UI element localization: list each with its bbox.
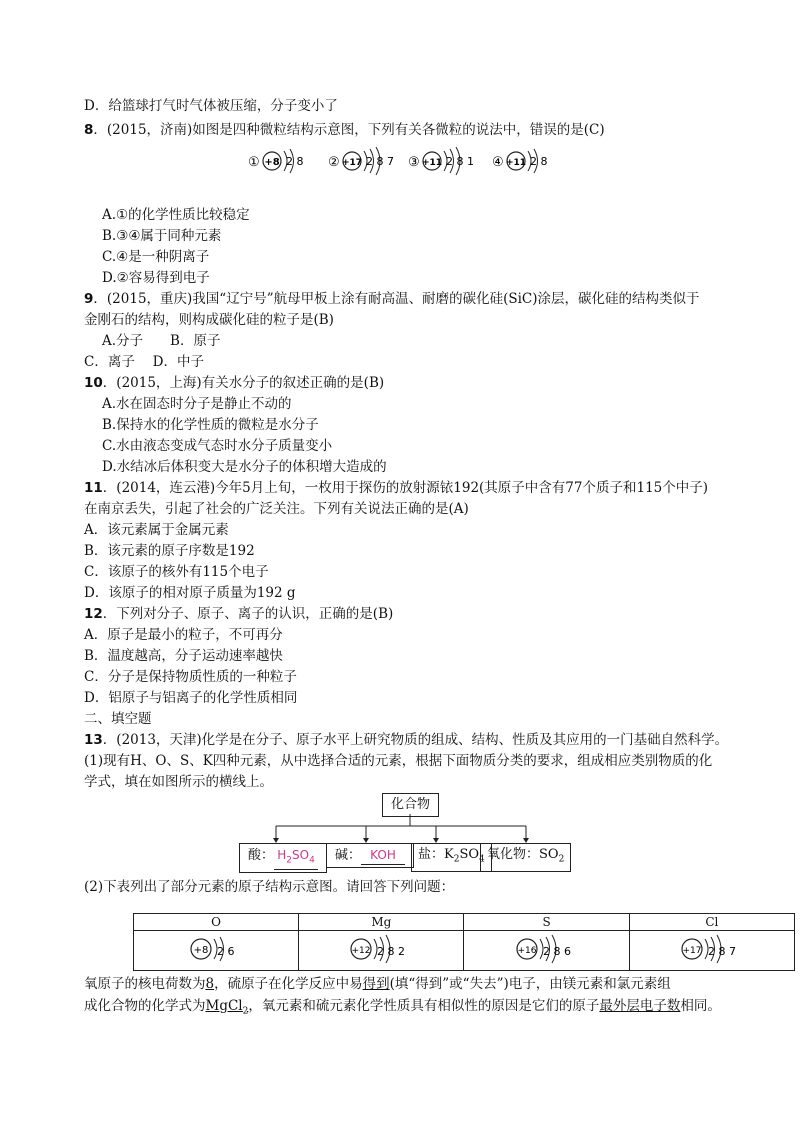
ans-outer-electrons: 最外层电子数 <box>599 998 681 1014</box>
particle-2-shells: 2 8 7 <box>366 155 394 168</box>
o-atom-diagram <box>181 931 251 967</box>
q13-stem-text: ．(2013，天津)化学是在分子、原子水平上研究物质的组成、结构、性质及其应用的一门基础自然科学。 <box>102 732 729 748</box>
particle-3-shells: 2 8 1 <box>446 155 474 168</box>
q8-option-a: A.①的化学性质比较稳定 <box>102 207 250 223</box>
q13-part1-line1: (1)现有H、O、S、K四种元素，从中选择合适的元素，根据下面物质分类的要求，组成相应类别物质的化 <box>84 753 713 769</box>
table-header-mg: Mg <box>299 914 464 931</box>
q8-option-d: D.②容易得到电子 <box>102 270 210 286</box>
q12-stem-text: ．下列对分子、原子、离子的认识，正确的是(B) <box>102 606 394 622</box>
salt-answer-k: K <box>444 847 454 862</box>
q11-stem-line2: 在南京丢失，引起了社会的广泛关注。下列有关说法正确的是(A) <box>84 501 469 517</box>
ans-formula-mgcl2 <box>205 998 249 1017</box>
particle-3 <box>408 147 474 175</box>
element-structure-table <box>133 913 795 971</box>
acid-answer <box>274 846 318 870</box>
q8-stem <box>84 121 605 139</box>
q8-stem-text: ．(2015，济南)如图是四种微粒结构示意图，下列有关各微粒的说法中，错误的是(C) <box>93 122 605 138</box>
cl-atom-diagram <box>672 931 752 967</box>
q12-stem <box>84 605 393 623</box>
q11-stem-line1 <box>84 479 708 497</box>
q12-option-b: B．温度越高，分子运动速率越快 <box>84 648 283 664</box>
q9-stem-line1 <box>84 290 700 308</box>
particle-2-mark: ② <box>328 155 340 170</box>
salt-answer-sub2: 4 <box>479 854 485 865</box>
q8-particle-diagrams <box>240 143 580 183</box>
tree-root-box: 化合物 <box>382 793 439 817</box>
particle-3-mark: ③ <box>408 155 420 170</box>
table-header-s: S <box>464 914 629 931</box>
ans-text-1a: 氧原子的核电荷数为 <box>84 976 206 992</box>
acid-answer-sub1: 2 <box>286 855 292 866</box>
acid-answer-so: SO <box>292 848 310 862</box>
q10-option-d: D.水结冰后体积变大是水分子的体积增大造成的 <box>102 459 387 475</box>
oxide-answer-sub: 2 <box>558 854 565 865</box>
q9-stem-text: ．(2015，重庆)我国“辽宁号”航母甲板上涂有耐高温、耐磨的碳化硅(SiC)涂层，碳化硅的结构类似于 <box>93 291 700 307</box>
q10-option-b: B.保持水的化学性质的微粒是水分子 <box>102 417 319 433</box>
q10-option-a: A.水在固态时分子是静止不动的 <box>102 396 292 412</box>
ans-text-1e: (填“得到”或“失去”)电子，由镁元素和氯元素组 <box>389 976 671 992</box>
q10-number: 10 <box>84 375 103 391</box>
particle-1-nucleus: +8 <box>264 157 280 168</box>
table-cell-cl-diagram <box>629 931 794 971</box>
table-cell-mg-diagram <box>299 931 464 971</box>
ans-formula-main: MgCl <box>205 998 243 1014</box>
s-atom-diagram <box>507 931 587 967</box>
tree-connectors <box>230 814 570 846</box>
q11-option-b: B．该元素的原子序数是192 <box>84 543 255 559</box>
q13-part1-line2: 学式，填在如图所示的横线上。 <box>84 774 273 790</box>
tree-oxide-box <box>480 843 571 872</box>
base-label: 碱： <box>335 848 362 863</box>
q11-option-a: A．该元素属于金属元素 <box>84 522 229 538</box>
q9-options-ab: A.分子 B．原子 <box>102 333 221 349</box>
q11-option-c: C．该原子的核外有115个电子 <box>84 564 269 580</box>
ans-text-1c: ，硫原子在化学反应中易 <box>214 976 363 992</box>
q7-option-d: D．给篮球打气时气体被压缩，分子变小了 <box>84 98 338 114</box>
mg-atom-diagram <box>341 931 421 967</box>
q9-number: 9 <box>84 291 94 307</box>
particle-4-mark: ④ <box>492 155 504 170</box>
q13-number: 13 <box>84 732 103 748</box>
mg-atom-shells: 2 8 2 <box>377 945 406 958</box>
acid-answer-sub2: 4 <box>309 855 315 866</box>
q11-number: 11 <box>84 480 103 496</box>
o-atom-nucleus: +8 <box>193 945 209 956</box>
q11-option-d: D．该原子的相对原子质量为192 g <box>84 585 296 601</box>
q8-number: 8 <box>84 122 94 138</box>
particle-4-shells: 2 8 <box>530 155 548 168</box>
q13-stem <box>84 731 728 749</box>
table-cell-o-diagram <box>134 931 299 971</box>
q10-stem-text: ．(2015，上海)有关水分子的叙述正确的是(B) <box>102 375 385 391</box>
particle-2 <box>328 147 394 175</box>
particle-3-nucleus: +11 <box>421 158 443 168</box>
particle-4-nucleus: +11 <box>505 158 527 168</box>
base-answer: KOH <box>361 846 405 865</box>
section-heading: 二、填空题 <box>84 711 152 727</box>
salt-answer-sub1: 2 <box>453 854 460 865</box>
q13-part2: (2)下表列出了部分元素的原子结构示意图。请回答下列问题： <box>84 879 455 895</box>
tree-acid-box <box>239 843 327 873</box>
particle-2-nucleus: +17 <box>341 158 363 168</box>
q9-options-cd: C．离子 D．中子 <box>84 354 204 370</box>
oxide-label: 氧化物： <box>487 847 540 862</box>
acid-answer-h: H <box>277 848 287 862</box>
particle-4 <box>492 149 548 173</box>
q12-option-c: C．分子是保持物质性质的一种粒子 <box>84 669 297 685</box>
s-atom-shells: 2 8 6 <box>542 945 571 958</box>
q10-option-c: C.水由液态变成气态时水分子质量变小 <box>102 438 333 454</box>
particle-1 <box>248 149 304 173</box>
o-atom-shells: 2 6 <box>217 945 235 958</box>
tree-base-box <box>326 843 414 868</box>
particle-1-mark: ① <box>248 155 260 170</box>
particle-1-shells: 2 8 <box>286 155 304 168</box>
s-atom-nucleus: +16 <box>517 946 537 956</box>
ans-text-2e: 相同。 <box>680 998 721 1014</box>
ans-text-2c: ，氧元素和硫元素化学性质具有相似性的原因是它们的原子 <box>248 998 600 1014</box>
q8-option-b: B.③④属于同种元素 <box>102 228 222 244</box>
q11-stem-text: ．(2014，连云港)今年5月上旬，一枚用于探伤的放射源铱192(其原子中含有77个质子和115个中子) <box>102 480 709 496</box>
cl-atom-nucleus: +17 <box>682 946 702 956</box>
ans-gain-electrons: 得到 <box>362 976 390 992</box>
table-cell-s-diagram <box>464 931 629 971</box>
q12-option-a: A．原子是最小的粒子，不可再分 <box>84 627 283 643</box>
q10-stem <box>84 374 384 392</box>
ans-text-2a: 成化合物的化学式为 <box>84 998 206 1014</box>
q12-number: 12 <box>84 606 103 622</box>
q9-stem-line2: 金刚石的结构，则构成碳化硅的粒子是(B) <box>84 312 334 328</box>
table-header-o: O <box>134 914 299 931</box>
salt-label: 盐： <box>418 847 445 862</box>
salt-answer-so: SO <box>459 847 480 862</box>
q13-answer-line1 <box>84 975 671 993</box>
ans-formula-sub: 2 <box>242 1006 249 1017</box>
oxide-answer-so: SO <box>539 847 559 862</box>
q8-option-c: C.④是一种阴离子 <box>102 249 210 265</box>
q13-answer-line2 <box>84 997 721 1021</box>
mg-atom-nucleus: +12 <box>351 946 371 956</box>
acid-label: 酸： <box>248 848 275 863</box>
table-header-cl: Cl <box>629 914 794 931</box>
q12-option-d: D．铝原子与铝离子的化学性质相同 <box>84 690 298 706</box>
ans-nuclear-charge: 8 <box>205 976 215 992</box>
cl-atom-shells: 2 8 7 <box>707 945 736 958</box>
